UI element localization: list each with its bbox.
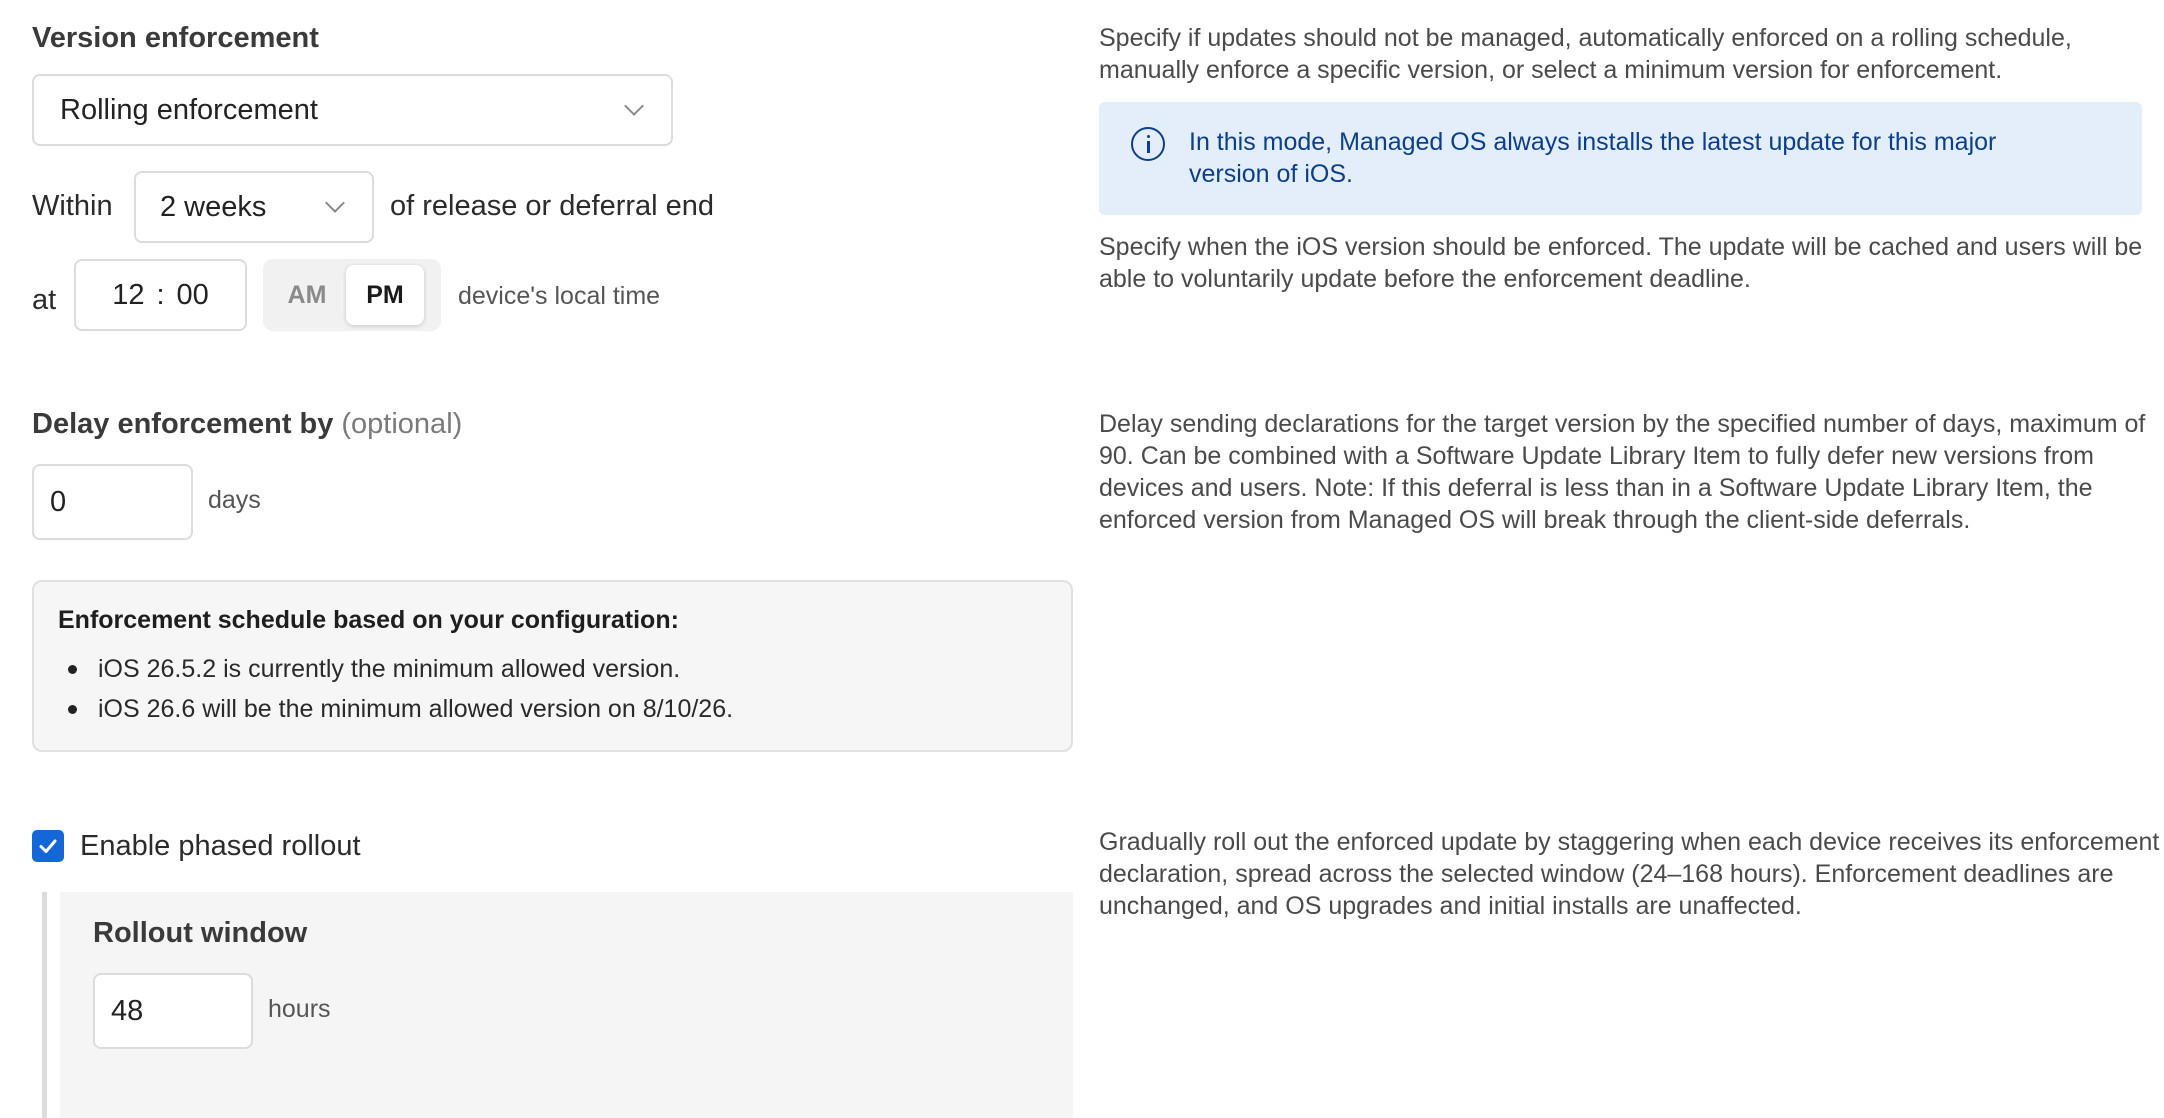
schedule-description: Specify when the iOS version should be enforced. The update will be cached and users will be able to voluntarily update before the enforcement deadline.	[1099, 233, 2143, 293]
phased-rollout-checkbox[interactable]	[32, 830, 64, 862]
rollout-window-unit: hours	[268, 995, 331, 1023]
delay-heading-text: Delay enforcement by	[32, 408, 334, 440]
summary-list	[58, 649, 1047, 729]
list-item: iOS 26.6 will be the minimum allowed version on 8/10/26.	[58, 689, 1047, 729]
optional-label: (optional)	[341, 408, 463, 440]
summary-title: Enforcement schedule based on your configuration:	[58, 606, 679, 634]
enforcement-mode-value: Rolling enforcement	[60, 93, 318, 126]
enforcement-window-value: 2 weeks	[160, 190, 267, 223]
rollout-indent-bar	[42, 892, 47, 1118]
checkmark-icon	[37, 835, 59, 857]
am-pm-toggle[interactable]	[263, 259, 441, 331]
info-icon	[1131, 127, 1165, 161]
pm-option[interactable]: PM	[346, 265, 424, 325]
info-callout-text: In this mode, Managed OS always installs the latest update for this major version of iOS.	[1189, 128, 1997, 188]
chevron-down-icon	[624, 96, 644, 116]
version-enforcement-description: Specify if updates should not be managed, automatically enforced on a rolling schedule, manually enforce a specific version, or select a minimum version for enforcement.	[1099, 24, 2072, 84]
enforcement-schedule-summary	[32, 580, 1073, 752]
window-suffix: of release or deferral end	[390, 190, 715, 222]
hour-field[interactable]: 12	[112, 278, 145, 311]
version-enforcement-heading: Version enforcement	[32, 22, 319, 54]
time-suffix: device's local time	[458, 282, 661, 310]
enforcement-window-select[interactable]	[134, 171, 374, 243]
delay-days-value: 0	[50, 485, 67, 518]
rollout-window-heading: Rollout window	[93, 917, 308, 949]
am-option[interactable]: AM	[287, 280, 327, 309]
delay-unit: days	[208, 486, 261, 514]
delay-days-input[interactable]	[32, 464, 193, 540]
enforcement-mode-select[interactable]	[32, 74, 673, 146]
at-label: at	[32, 284, 57, 316]
rollout-window-input[interactable]	[93, 973, 253, 1049]
phased-rollout-description: Gradually roll out the enforced update by staggering when each device receives its enforcement declaration, spread across the selected window (24–168 hours). Enforcement deadlines are unchanged, and OS upgrades and initial installs are unaffected.	[1099, 828, 2160, 920]
time-separator: :	[156, 278, 165, 311]
minute-field[interactable]: 00	[176, 278, 209, 311]
delay-enforcement-heading	[32, 408, 462, 441]
delay-description: Delay sending declarations for the target version by the specified number of days, maximum of 90. Can be combined with a Software Update Library Item to fully defer new versions from devices and users. Note: If this deferral is less than in a Software Update Library Item, the enforced version from Managed OS will break through the client-side deferrals.	[1099, 410, 2146, 534]
chevron-down-icon	[325, 193, 345, 213]
rollout-window-value: 48	[111, 994, 144, 1027]
time-input[interactable]	[74, 259, 247, 331]
within-label: Within	[32, 190, 113, 222]
info-callout	[1099, 102, 2142, 215]
phased-rollout-label[interactable]: Enable phased rollout	[80, 830, 361, 862]
list-item: iOS 26.5.2 is currently the minimum allowed version.	[58, 649, 1047, 689]
